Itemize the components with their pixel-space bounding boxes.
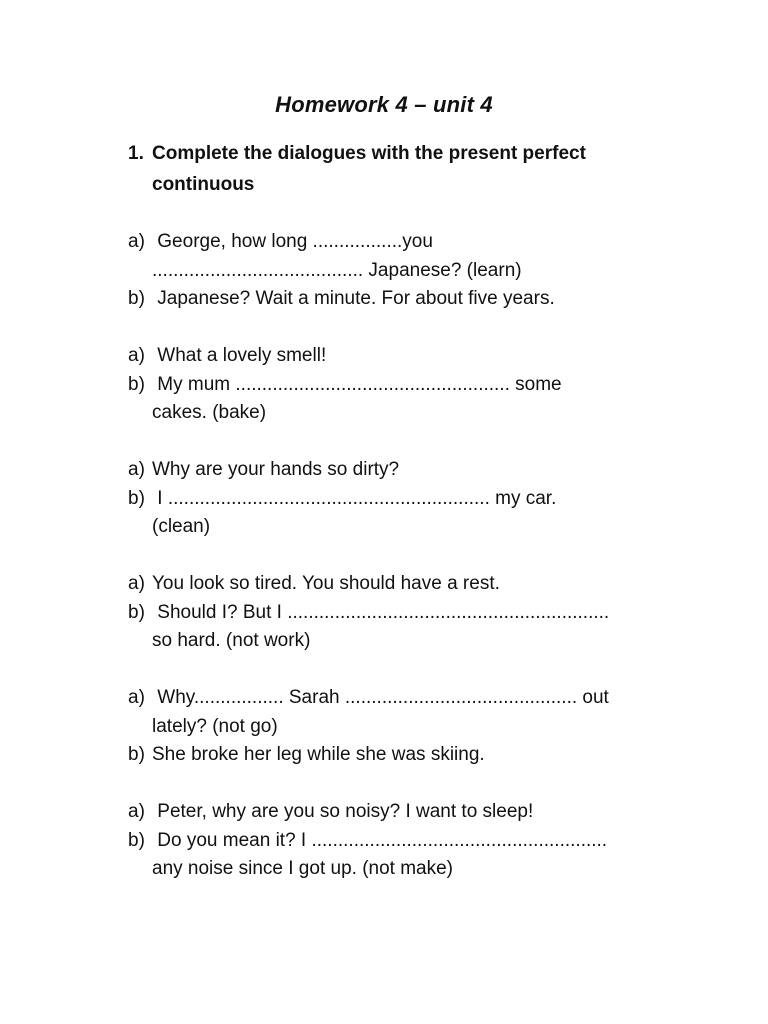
- speaker-label: b): [128, 373, 145, 395]
- dialogue-block: [128, 684, 688, 770]
- speaker-label: a): [128, 687, 145, 708]
- speaker-label: a): [128, 573, 145, 594]
- dialogue-text: My mum .................................................... some: [152, 373, 562, 395]
- dialogue-line: [128, 684, 688, 713]
- page-title: Homework 4 – unit 4: [275, 92, 493, 117]
- dialogue-line: [128, 599, 688, 628]
- dialogue-text: Peter, why are you so noisy? I want to sleep!: [152, 801, 534, 822]
- dialogue-list: [128, 228, 688, 912]
- speaker-label: a): [128, 801, 145, 822]
- dialogue-continuation: any noise since I got up. (not make): [152, 858, 453, 879]
- dialogue-text: Japanese? Wait a minute. For about five years.: [152, 288, 555, 309]
- speaker-label: a): [128, 345, 145, 366]
- dialogue-line: [128, 855, 688, 884]
- dialogue-block: [128, 570, 688, 656]
- exercise-instruction: [128, 138, 648, 200]
- speaker-label: b): [128, 288, 145, 309]
- dialogue-text: Why................. Sarah ............................................ out: [152, 687, 609, 708]
- dialogue-continuation: lately? (not go): [152, 715, 278, 737]
- dialogue-text: Do you mean it? I ........................................................: [152, 829, 608, 851]
- dialogue-block: [128, 456, 688, 542]
- dialogue-line: [128, 741, 688, 770]
- dialogue-line: [128, 798, 688, 827]
- exercise-number: 1.: [128, 143, 144, 164]
- dialogue-text: Why are your hands so dirty?: [152, 459, 400, 480]
- dialogue-line: [128, 713, 688, 742]
- dialogue-text: Should I? But I .............................................................: [152, 601, 610, 623]
- instruction-line-1: [128, 138, 648, 169]
- speaker-label: a): [128, 459, 145, 480]
- dialogue-text: She broke her leg while she was skiing.: [152, 744, 485, 765]
- dialogue-text: You look so tired. You should have a rest.: [152, 573, 500, 594]
- dialogue-block: [128, 228, 688, 314]
- dialogue-line: [128, 485, 688, 514]
- dialogue-continuation: ........................................ Japanese? (learn): [152, 259, 522, 281]
- dialogue-text: What a lovely smell!: [152, 345, 327, 366]
- dialogue-line: [128, 257, 688, 286]
- dialogue-line: [128, 228, 688, 257]
- dialogue-line: [128, 285, 688, 314]
- dialogue-line: [128, 371, 688, 400]
- dialogue-line: [128, 342, 688, 371]
- dialogue-text: I ............................................................. my car.: [152, 487, 557, 509]
- speaker-label: b): [128, 829, 145, 851]
- dialogue-line: [128, 456, 688, 485]
- dialogue-block: [128, 798, 688, 884]
- dialogue-block: [128, 342, 688, 428]
- speaker-label: a): [128, 231, 145, 252]
- dialogue-continuation: cakes. (bake): [152, 402, 267, 423]
- speaker-label: b): [128, 487, 145, 509]
- dialogue-line: [128, 399, 688, 428]
- speaker-label: b): [128, 744, 145, 765]
- dialogue-line: [128, 513, 688, 542]
- instruction-line-2: continuous: [152, 174, 255, 195]
- speaker-label: b): [128, 601, 145, 623]
- dialogue-line: [128, 570, 688, 599]
- instruction-text-1: Complete the dialogues with the present perfect: [152, 143, 586, 164]
- dialogue-line: [128, 627, 688, 656]
- dialogue-continuation: (clean): [152, 516, 211, 537]
- dialogue-line: [128, 827, 688, 856]
- dialogue-text: George, how long .................you: [152, 231, 433, 252]
- dialogue-continuation: so hard. (not work): [152, 630, 311, 651]
